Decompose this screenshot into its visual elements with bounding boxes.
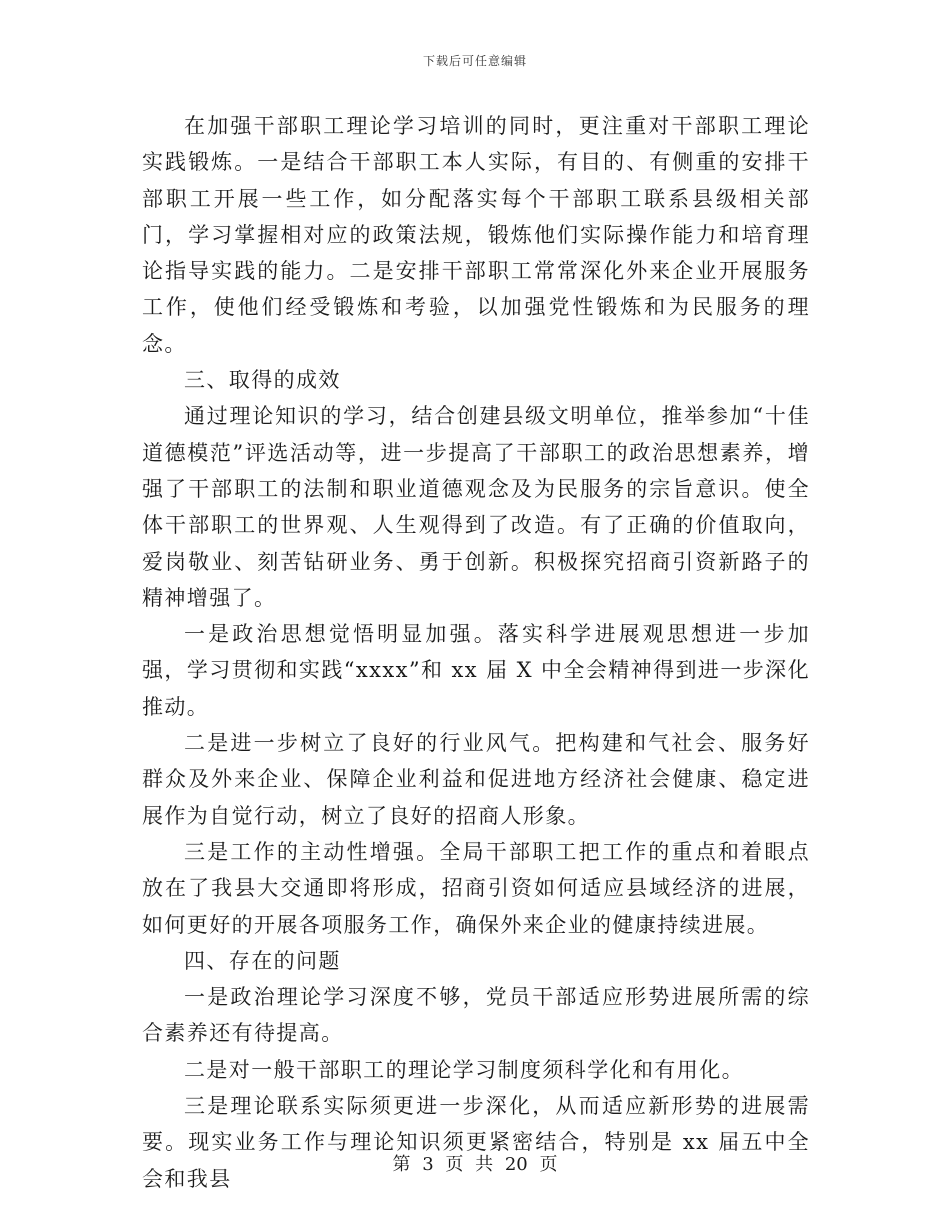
paragraph-results-overview: 通过理论知识的学习，结合创建县级文明单位，推举参加“十佳道德模范”评选活动等，进一步提高了干部职工的政治思想素养，增强了干部职工的法制和职业道德观念及为民服务的宗旨意识。使全体干部职工的世界观、人生观得到了改造。有了正确的价值取向，爱岗敬业、刻苦钻研业务、勇于创新。积极探究招商引资新路子的精神增强了。: [142, 404, 810, 610]
paragraph-problem-practice: 三是理论联系实际须更进一步深化，从而适应新形势的进展需要。现实业务工作与理论知识须更紧密结合，特别是 xx 届五中全会和我县: [142, 1094, 810, 1191]
section-heading-problems: 四、存在的问题: [184, 948, 341, 973]
section-heading-results: 三、取得的成效: [184, 368, 341, 393]
paragraph-result-political-awareness: 一是政治思想觉悟明显加强。落实科学进展观思想进一步加强，学习贯彻和实践“xxxx”和 xx 届 X 中全会精神得到进一步深化推动。: [142, 622, 810, 719]
paragraph-problem-depth: 一是政治理论学习深度不够，党员干部适应形势进展所需的综合素养还有待提高。: [142, 985, 810, 1046]
paragraph-result-industry-style: 二是进一步树立了良好的行业风气。把构建和气社会、服务好群众及外来企业、保障企业利益和促进地方经济社会健康、稳定进展作为自觉行动，树立了良好的招商人形象。: [142, 731, 810, 828]
paragraph-practice-training: 在加强干部职工理论学习培训的同时，更注重对干部职工理论实践锻炼。一是结合干部职工本人实际，有目的、有侧重的安排干部职工开展一些工作，如分配落实每个干部职工联系县级相关部门，学习掌握相对应的政策法规，锻炼他们实际操作能力和培育理论指导实践的能力。二是安排干部职工常常深化外来企业开展服务工作，使他们经受锻炼和考验，以加强党性锻炼和为民服务的理念。: [142, 114, 810, 356]
paragraph-problem-system: 二是对一般干部职工的理论学习制度须科学化和有用化。: [184, 1057, 744, 1082]
document-body: [142, 108, 810, 1197]
header-note: 下载后可任意编辑: [422, 54, 527, 68]
paragraph-result-initiative: 三是工作的主动性增强。全局干部职工把工作的重点和着眼点放在了我县大交通即将形成，招商引资如何适应县域经济的进展，如何更好的开展各项服务工作，确保外来企业的健康持续进展。: [142, 839, 810, 937]
page-number: 第 3 页 共 20 页: [392, 1154, 558, 1175]
